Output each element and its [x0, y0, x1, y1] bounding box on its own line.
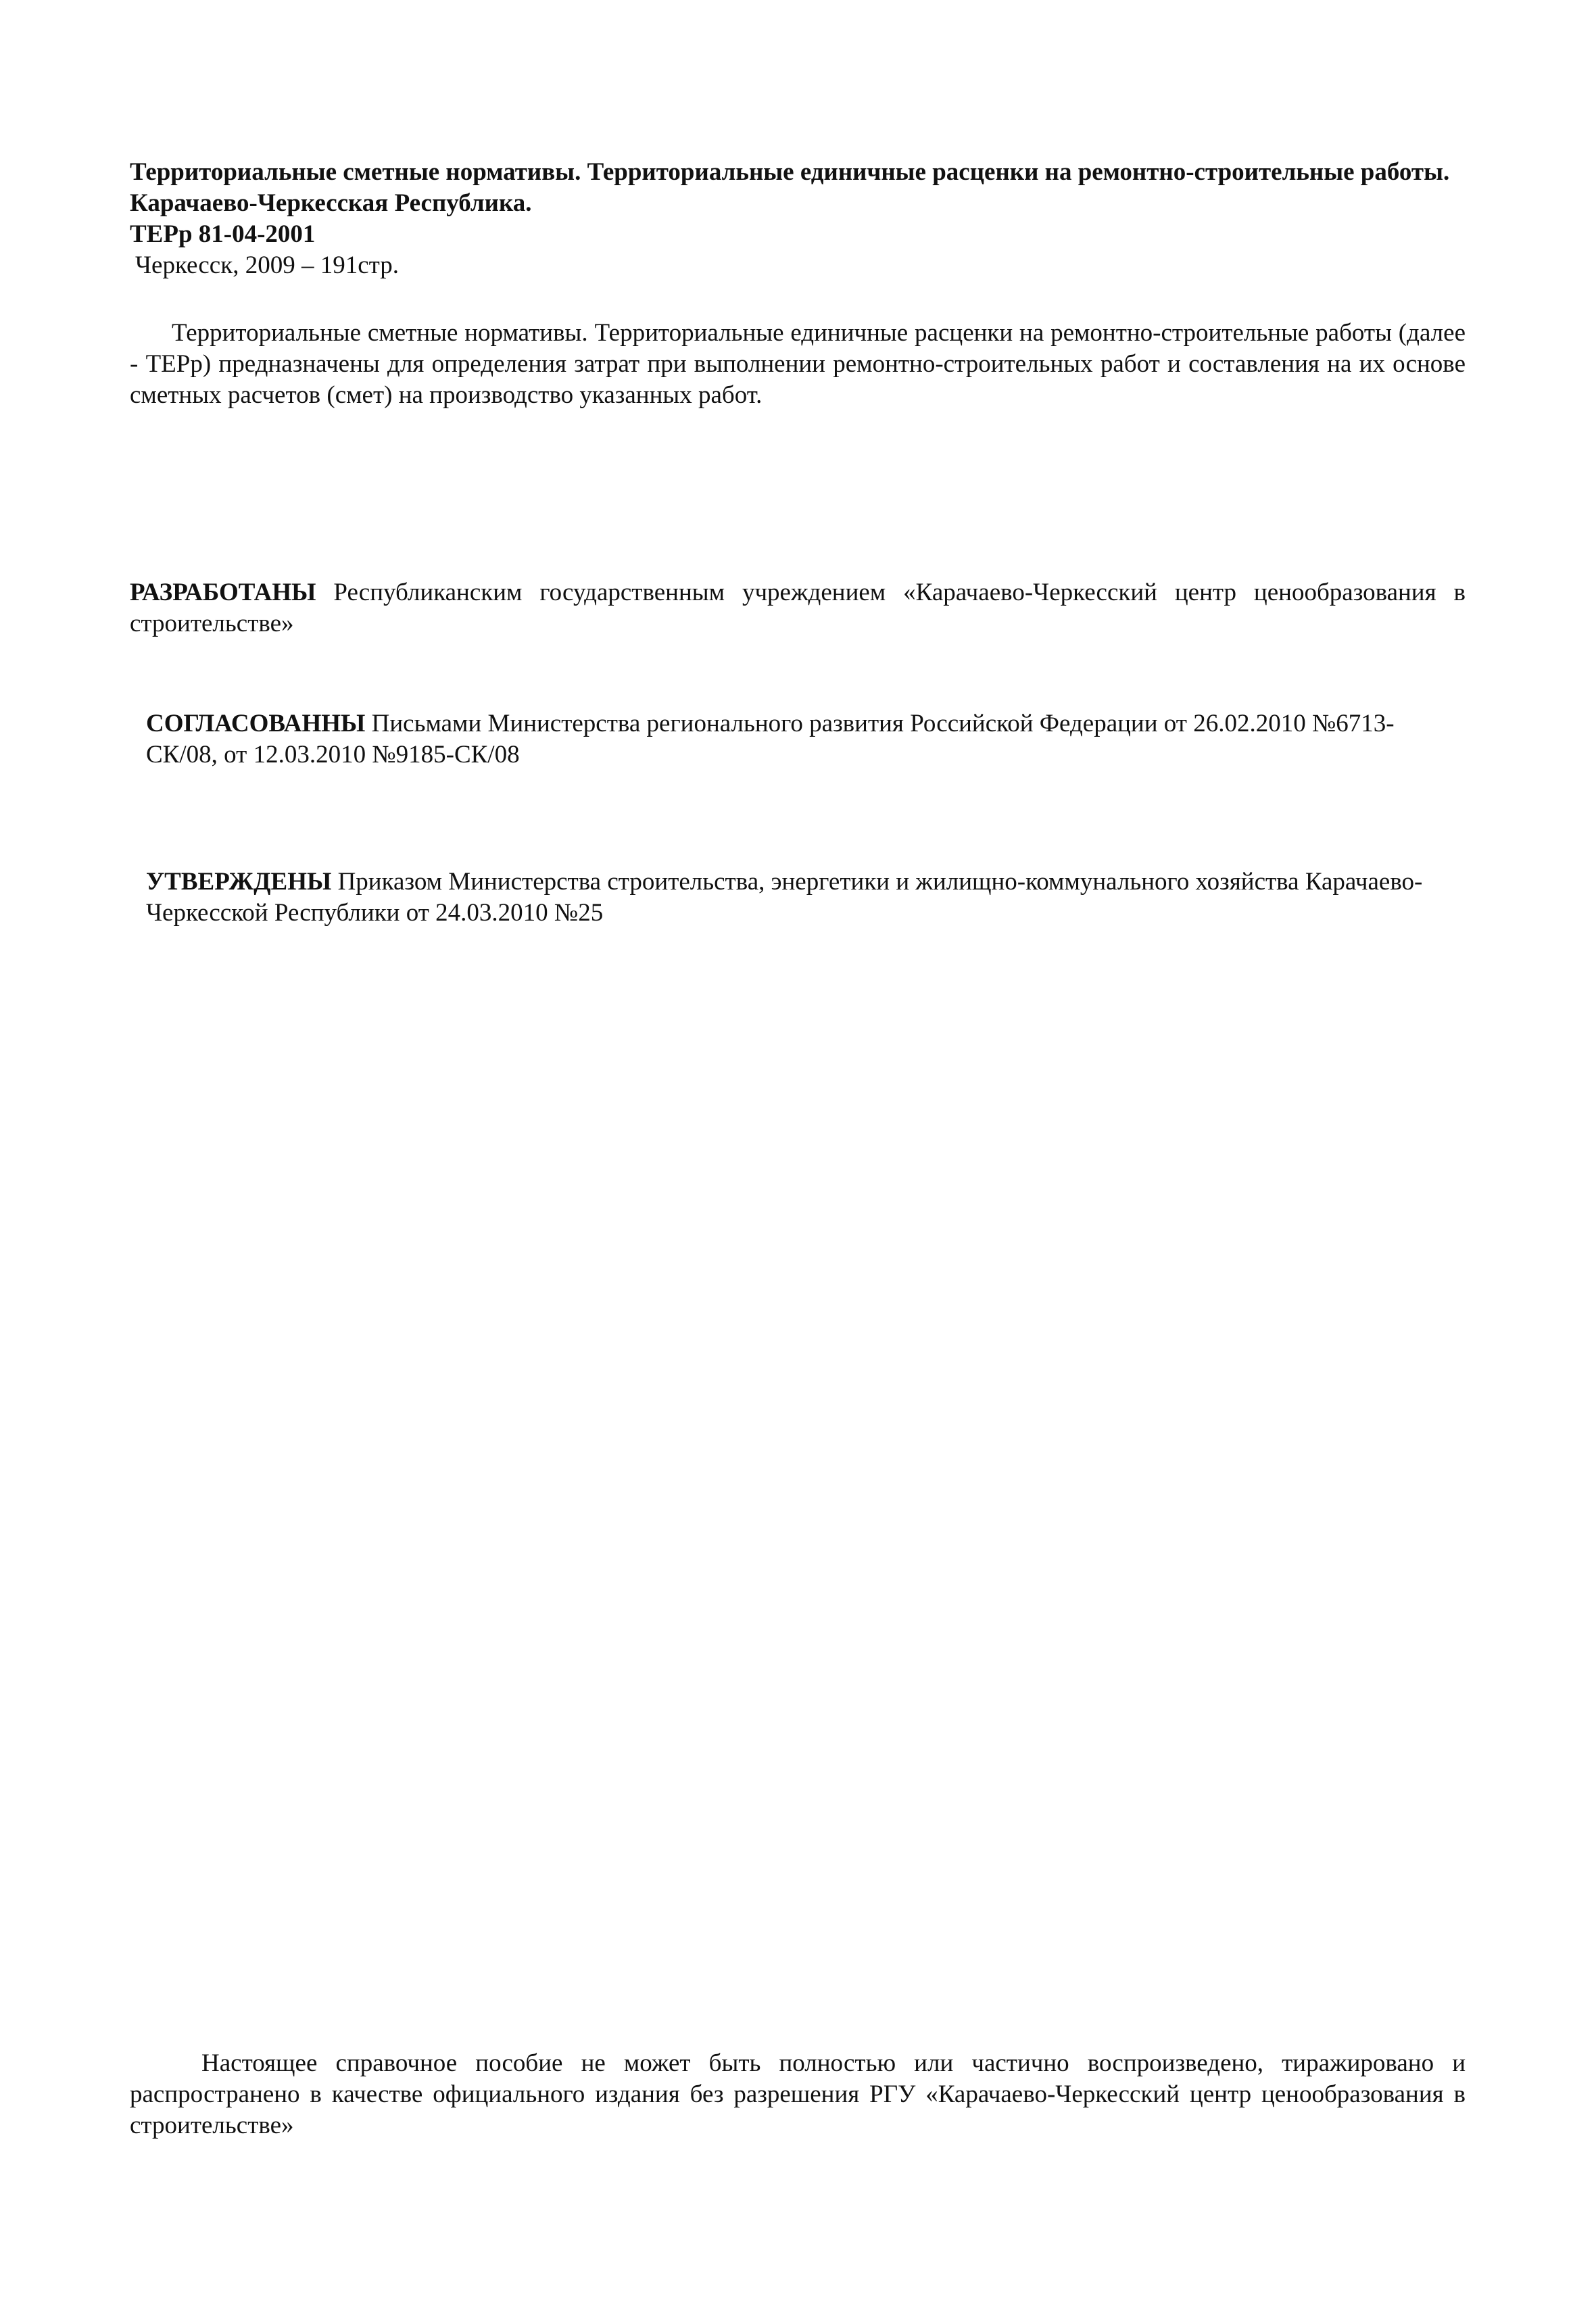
document-header — [130, 157, 1455, 281]
agreed-label: СОГЛАСОВАННЫ — [146, 710, 366, 737]
intro-paragraph: Территориальные сметные нормативы. Территориальные единичные расценки на ремонтно-строительные работы (далее - ТЕРр) предназначены для определения затрат при выполнении ремонтно-строительных работ и составления на их основе сметных расчетов (смет) на производство указанных работ. — [130, 319, 1466, 409]
document-title: Территориальные сметные нормативы. Территориальные единичные расценки на ремонтно-строительные работы. Карачаево-Черкесская Республика. — [130, 158, 1450, 217]
approved-text: Приказом Министерства строительства, энергетики и жилищно-коммунального хозяйства Карачаево-Черкесской Республики от 24.03.2010 №25 — [146, 868, 1423, 927]
approved-label: УТВЕРЖДЕНЫ — [146, 868, 332, 896]
developed-by-block — [130, 577, 1466, 639]
agreed-block — [146, 708, 1430, 771]
approved-block — [146, 867, 1457, 929]
document-code: ТЕРр 81-04-2001 — [130, 220, 316, 248]
copyright-notice: Настоящее справочное пособие не может быть полностью или частично воспроизведено, тиражировано и распространено в качестве официального издания без разрешения РГУ «Карачаево-Черкесский центр ценообразования в строительстве» — [130, 2049, 1466, 2139]
agreed-text: Письмами Министерства регионального развития Российской Федерации от 26.02.2010 №6713-СК/08, от 12.03.2010 №9185-СК/08 — [146, 710, 1395, 769]
developed-by-text: Республиканским государственным учреждением «Карачаево-Черкесский центр ценообразования в строительстве» — [130, 579, 1466, 637]
document-city-year-pages: Черкесск, 2009 – 191стр. — [135, 251, 399, 279]
developed-by-label: РАЗРАБОТАНЫ — [130, 579, 316, 606]
